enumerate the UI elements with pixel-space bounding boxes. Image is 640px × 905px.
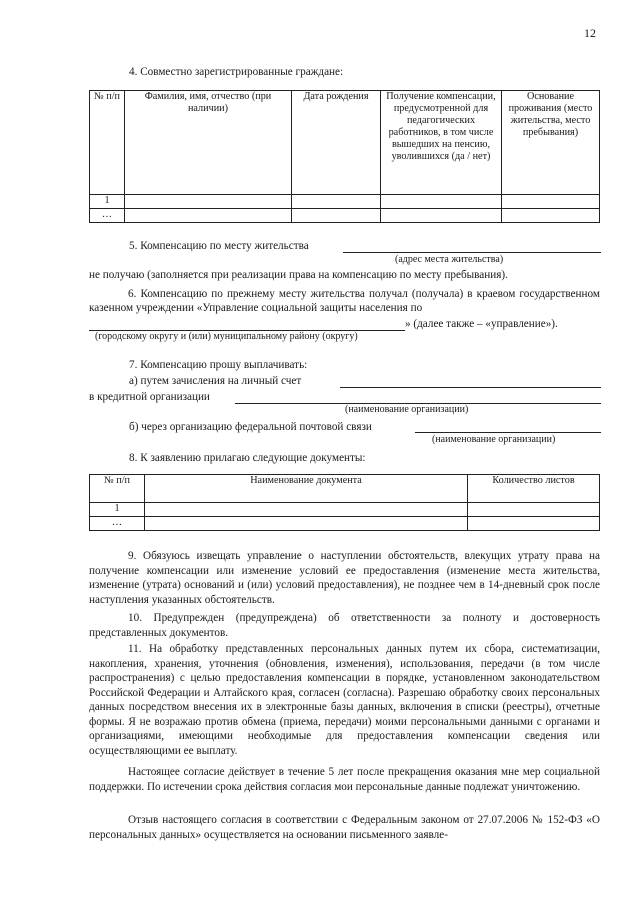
- empty-cell[interactable]: [468, 503, 600, 517]
- row-num: 1: [90, 503, 145, 517]
- district-caption: (городскому округу и (или) муниципальному району (округу): [95, 331, 358, 342]
- empty-cell[interactable]: [292, 209, 381, 223]
- header-birth-date: Дата рождения: [292, 91, 381, 195]
- section-10-text: 10. Предупрежден (предупреждена) об ответственности за полноту и достоверность представленных документов.: [89, 612, 600, 639]
- account-field[interactable]: [340, 387, 601, 388]
- empty-cell[interactable]: [292, 195, 381, 209]
- table-header-row: [90, 91, 600, 195]
- post-office-field[interactable]: [415, 432, 601, 433]
- payment-option-account: а) путем зачисления на личный счет: [129, 375, 302, 387]
- header-full-name: Фамилия, имя, отчество (при наличии): [125, 91, 292, 195]
- payment-option-bank: в кредитной организации: [89, 391, 210, 403]
- table-row: [90, 195, 600, 209]
- table-row: [90, 209, 600, 223]
- residence-address-caption: (адрес места жительства): [395, 254, 504, 265]
- consent-revocation-text: Отзыв настоящего согласия в соответствии с Федеральным законом от 27.07.2006 № 152-ФЗ «О персональных данных» осуществляется на основании письменного заявле-: [89, 814, 600, 841]
- section-8-heading: 8. К заявлению прилагаю следующие документы:: [129, 452, 366, 464]
- section-9-text: 9. Обязуюсь извещать управление о наступлении обстоятельств, влекущих утрату права на получение компенсации или изменение условий ее предоставления (изменение места жительства, изменение (утрата) оснований и (или) условий предоставления), не позднее чем в 14-дневный срок после наступления указанных обстоятельств.: [89, 550, 600, 606]
- empty-cell[interactable]: [125, 195, 292, 209]
- cohabitants-table: [89, 90, 600, 223]
- header-num: № п/п: [90, 475, 145, 503]
- section-6-tail: » (далее также – «управление»).: [405, 318, 558, 330]
- empty-cell[interactable]: [145, 503, 468, 517]
- post-office-caption: (наименование организации): [432, 434, 556, 445]
- table-row: [90, 517, 600, 531]
- section-5-continuation: не получаю (заполняется при реализации права на компенсацию по месту пребывания).: [89, 269, 508, 281]
- header-document-name: Наименование документа: [145, 475, 468, 503]
- header-num: № п/п: [90, 91, 125, 195]
- documents-table: [89, 474, 600, 531]
- payment-option-post: б) через организацию федеральной почтовой связи: [129, 421, 372, 433]
- empty-cell[interactable]: [468, 517, 600, 531]
- empty-cell[interactable]: [502, 195, 600, 209]
- empty-cell[interactable]: [381, 195, 502, 209]
- row-num: 1: [90, 195, 125, 209]
- section-5-text: 5. Компенсацию по месту жительства: [129, 240, 309, 252]
- section-7-heading: 7. Компенсацию прошу выплачивать:: [129, 359, 308, 371]
- row-num: …: [90, 209, 125, 223]
- residence-address-field[interactable]: [343, 252, 601, 253]
- header-compensation: Получение компенсации, предусмотренной для педагогических работников, в том числе вышедших на пенсию, уволившихся (да / нет): [381, 91, 502, 195]
- row-num: …: [90, 517, 145, 531]
- header-residence-basis: Основание проживания (место жительства, место пребывания): [502, 91, 600, 195]
- section-6-text: 6. Компенсацию по прежнему месту жительства получал (получала) в краевом государственном казенном учреждении «Управление социальной защиты населения по: [89, 288, 600, 315]
- empty-cell[interactable]: [125, 209, 292, 223]
- empty-cell[interactable]: [381, 209, 502, 223]
- bank-name-caption: (наименование организации): [345, 404, 469, 415]
- empty-cell[interactable]: [502, 209, 600, 223]
- page-number: 12: [584, 26, 596, 40]
- section-11-text: 11. На обработку представленных персональных данных путем их сбора, систематизации, накопления, хранения, уточнения (обновления, изменения), использования, передачи (в том числе распространения) с целью предоставления компенсации в порядке, установленном законодательством Российской Федерации и Алтайского края, согласен (согласна). Разрешаю обработку своих персональных данных посредством внесения их в электронные базы данных, включения в списки (реестры), отчетные формы. Я не возражаю против обмена (приема, передачи) моими персональными данными с органами и организациями, имеющими необходимые для предоставления компенсации сведения или осуществляющими ее выплату.: [89, 643, 600, 757]
- consent-duration-text: Настоящее согласие действует в течение 5 лет после прекращения оказания мне мер социальной поддержки. По истечении срока действия согласия мои персональные данные подлежат уничтожению.: [89, 766, 600, 793]
- section-4-heading: 4. Совместно зарегистрированные граждане:: [129, 66, 344, 78]
- table-header-row: [90, 475, 600, 503]
- empty-cell[interactable]: [145, 517, 468, 531]
- header-page-count: Количество листов: [468, 475, 600, 503]
- table-row: [90, 503, 600, 517]
